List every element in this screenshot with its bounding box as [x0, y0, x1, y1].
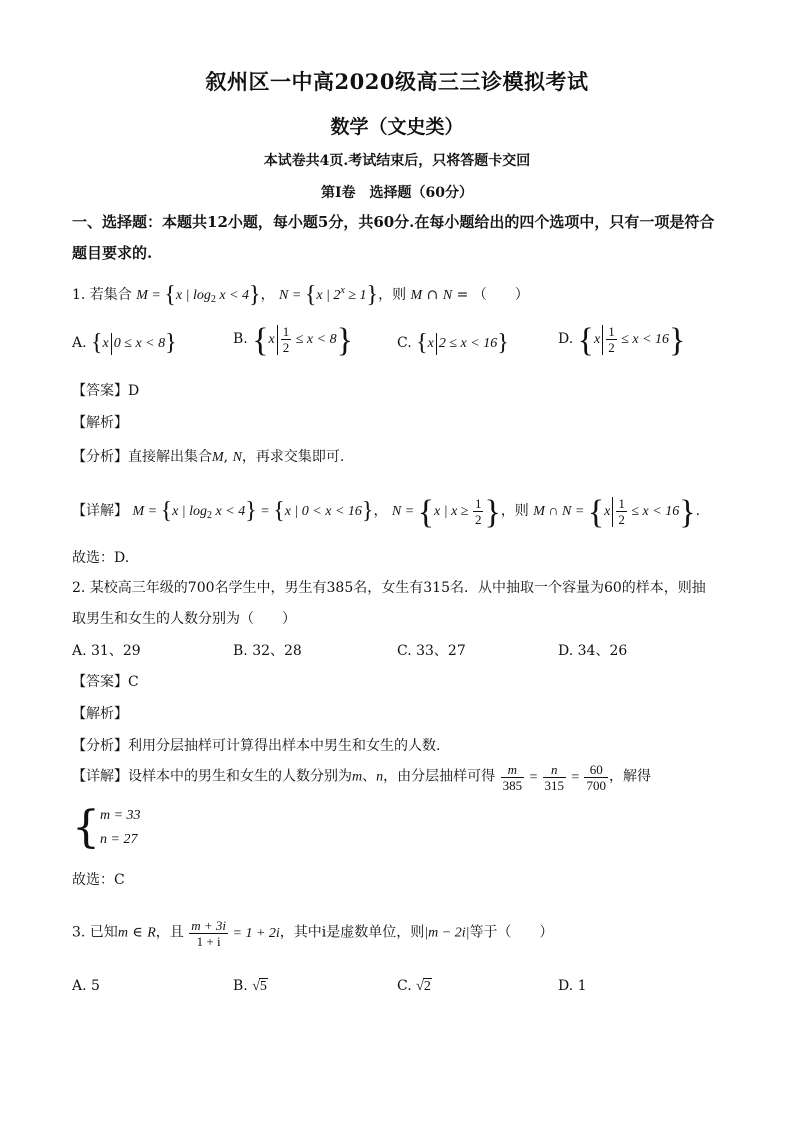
q1-answer: 【答案】D	[72, 383, 140, 399]
q1-option-c: C. {x 2 ≤ x < 16}	[397, 330, 509, 356]
q1-option-b-value: {x $\frac{1}{2}$ ≤ x < 8}	[252, 322, 353, 359]
q3-option-d: D. 1	[558, 978, 587, 994]
exam-part-heading: 第I卷 选择题（60分）	[320, 185, 474, 201]
q2-conclusion: 故选：C	[72, 872, 125, 888]
q1-analysis-tag: 【解析】	[72, 415, 128, 431]
q2-option-a: A. 31、29	[72, 643, 141, 659]
q1-option-c-value: {x 2 ≤ x < 16}	[416, 330, 509, 356]
q1-set-M: M = {x | $\log_2 x < 4$}	[136, 282, 261, 308]
q2-stem-line1: 2. 某校高三年级的700名学生中，男生有385名，女生有315名．从中抽取一个容量为60的样本，则抽	[72, 580, 706, 596]
q1-option-d-value: {x $\frac{1}{2}$ ≤ x < 16}	[577, 322, 686, 359]
q1-option-d: D. {x $\frac{1}{2}$ ≤ x < 16}	[558, 322, 686, 359]
q3-option-b: B. √5	[233, 978, 267, 994]
q2-option-b: B. 32、28	[233, 643, 302, 659]
q2-stem-line2: 取男生和女生的人数分别为（ ）	[72, 611, 296, 627]
q2-option-c: C. 33、27	[397, 643, 466, 659]
q1-option-a-value: {x 0 ≤ x < 8}	[91, 330, 177, 356]
q1-stem: 1. 若集合 M = {x | $\log_2 x < 4$}， N = {x | $2^x \ge 1$}，则 M ∩ N = （ ）	[72, 282, 529, 308]
exam-note: 本试卷共4页.考试结束后，只将答题卡交回	[263, 153, 531, 169]
q1-prefix: 1. 若集合	[72, 287, 132, 303]
q1-set-N: N = {x | $2^x \ge 1$}	[279, 282, 379, 308]
q2-xiangjie: 【详解】设样本中的男生和女生的人数分别为m、n，由分层抽样可得 $\frac{m}{385}$ = $\frac{n}{315}$ = $\frac{60}{700}$ ，解得	[72, 762, 651, 793]
q1-option-a: A. {x 0 ≤ x < 8}	[72, 330, 177, 356]
q3-option-a: A. 5	[72, 978, 100, 994]
q1-conclusion: 故选：D.	[72, 550, 130, 566]
q3-option-c: C. √2	[397, 978, 431, 994]
q2-solution-system: {m = 33 n = 27	[72, 802, 141, 853]
q2-option-d: D. 34、26	[558, 643, 628, 659]
q1-xiangjie: 【详解】 M = {x | $\log_2 x < 4\} = \{x$ | 0 < x < 16}， N = {x | x ≥ $\frac{1}{2}$ }，则 M ∩ N = {x $\frac{1}{2}$ ≤ x < 16}.	[72, 494, 701, 531]
q2-analysis-tag: 【解析】	[72, 706, 128, 722]
exam-subject: 数学（文史类）	[330, 116, 464, 138]
q2-fenxi: 【分析】利用分层抽样可计算得出样本中男生和女生的人数.	[72, 738, 441, 754]
q1-fenxi: 【分析】直接解出集合M, N，再求交集即可.	[72, 449, 345, 465]
q3-option-b-value: √5	[252, 979, 267, 994]
exam-title: 叙州区一中高2020级高三三诊模拟考试	[205, 69, 589, 94]
section-heading: 一、选择题：本题共12小题，每小题5分，共60分.在每小题给出的四个选项中，只有一项是符合题目要求的.	[72, 213, 715, 262]
q3-option-c-value: √2	[416, 979, 431, 994]
q1-option-b: B. {x $\frac{1}{2}$ ≤ x < 8}	[233, 322, 353, 359]
q3-stem: 3. 已知m ∈ R，且 $\frac{m + 3i}{1 + i}$ = 1 + 2i，其中i是虚数单位，则|m − 2i|等于（ ）	[72, 918, 554, 949]
q1-ask: ，则 M ∩ N = （ ）	[378, 287, 529, 303]
q2-answer: 【答案】C	[72, 674, 139, 690]
